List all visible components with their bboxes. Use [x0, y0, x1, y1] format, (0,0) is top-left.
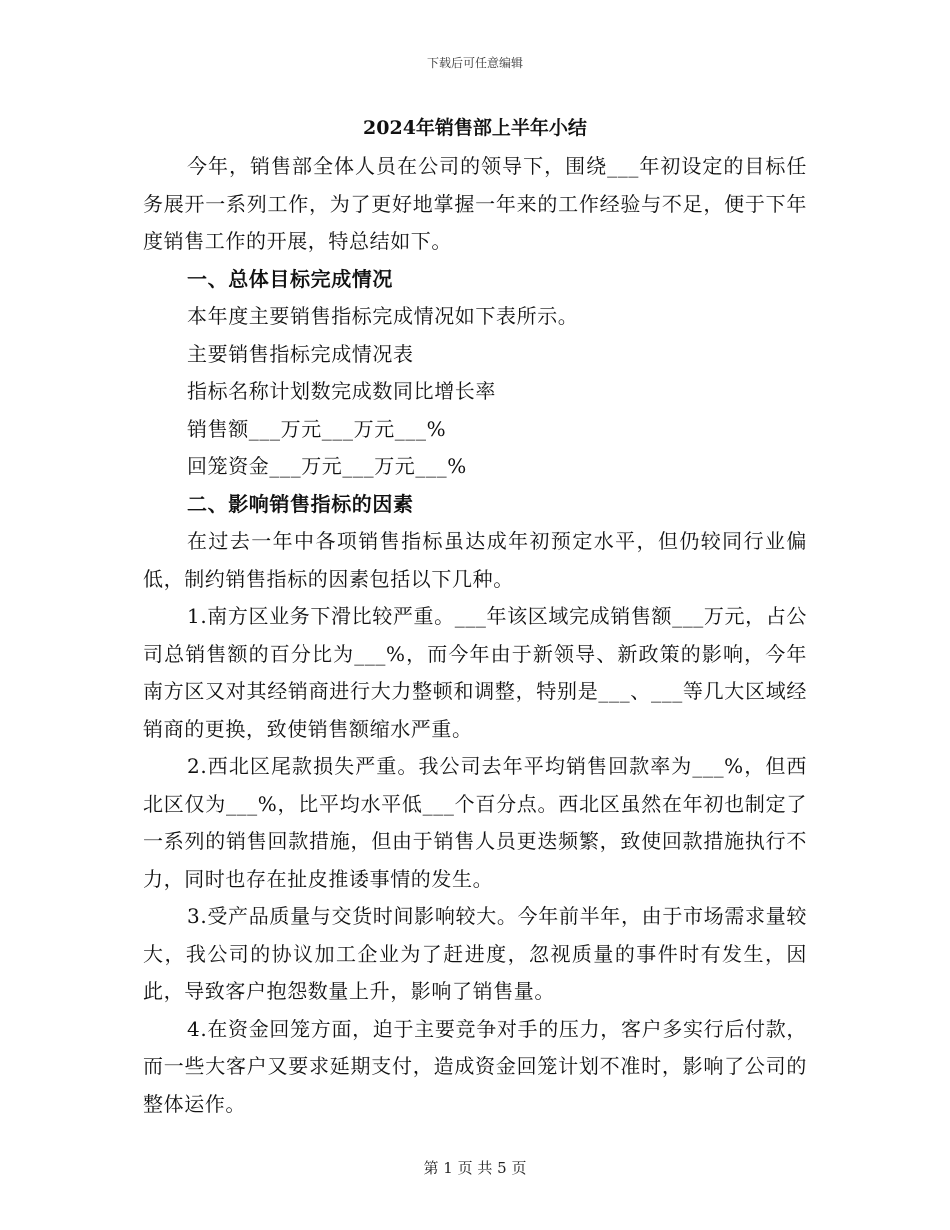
factor-item-4: 4.在资金回笼方面，迫于主要竞争对手的压力，客户多实行后付款，而一些大客户又要求延期支付，造成资金回笼计划不准时，影响了公司的整体运作。: [143, 1016, 807, 1116]
factor-item-2: 2.西北区尾款损失严重。我公司去年平均销售回款率为___%，但西北区仅为___%，比平均水平低___个百分点。西北区虽然在年初也制定了一系列的销售回款措施，但由于销售人员更迭频繁，致使回款措施执行不力，同时也存在扯皮推诿事情的发生。: [143, 754, 807, 891]
page-number: 第 1 页 共 5 页: [423, 1159, 527, 1177]
table-title: 主要销售指标完成情况表: [187, 341, 414, 366]
table-row-collection: 回笼资金___万元___万元___%: [187, 454, 467, 478]
document-body: [143, 112, 807, 1123]
section1-line: 本年度主要销售指标完成情况如下表所示。: [187, 304, 579, 328]
section2-heading: 二、影响销售指标的因素: [187, 491, 414, 516]
factor-item-1: 1.南方区业务下滑比较严重。___年该区域完成销售额___万元，占公司总销售额的百分比为___%，而今年由于新领导、新政策的影响，今年南方区又对其经销商进行大力整顿和调整，特别是___、___等几大区域经销商的更换，致使销售额缩水严重。: [143, 604, 807, 741]
header-note: 下载后可任意编辑: [426, 56, 523, 70]
document-title: 2024年销售部上半年小结: [363, 117, 587, 139]
table-header-row: 指标名称计划数完成数同比增长率: [187, 379, 496, 403]
intro-paragraph: 今年，销售部全体人员在公司的领导下，围绕___年初设定的目标任务展开一系列工作，为了更好地掌握一年来的工作经验与不足，便于下年度销售工作的开展，特总结如下。: [143, 154, 807, 253]
factor-item-3: 3.受产品质量与交货时间影响较大。今年前半年，由于市场需求量较大，我公司的协议加工企业为了赶进度，忽视质量的事件时有发生，因此，导致客户抱怨数量上升，影响了销售量。: [143, 904, 807, 1003]
section1-heading: 一、总体目标完成情况: [187, 266, 393, 291]
section2-intro: 在过去一年中各项销售指标虽达成年初预定水平，但仍较同行业偏低，制约销售指标的因素包括以下几种。: [143, 529, 807, 591]
table-row-sales: 销售额___万元___万元___%: [187, 416, 447, 441]
